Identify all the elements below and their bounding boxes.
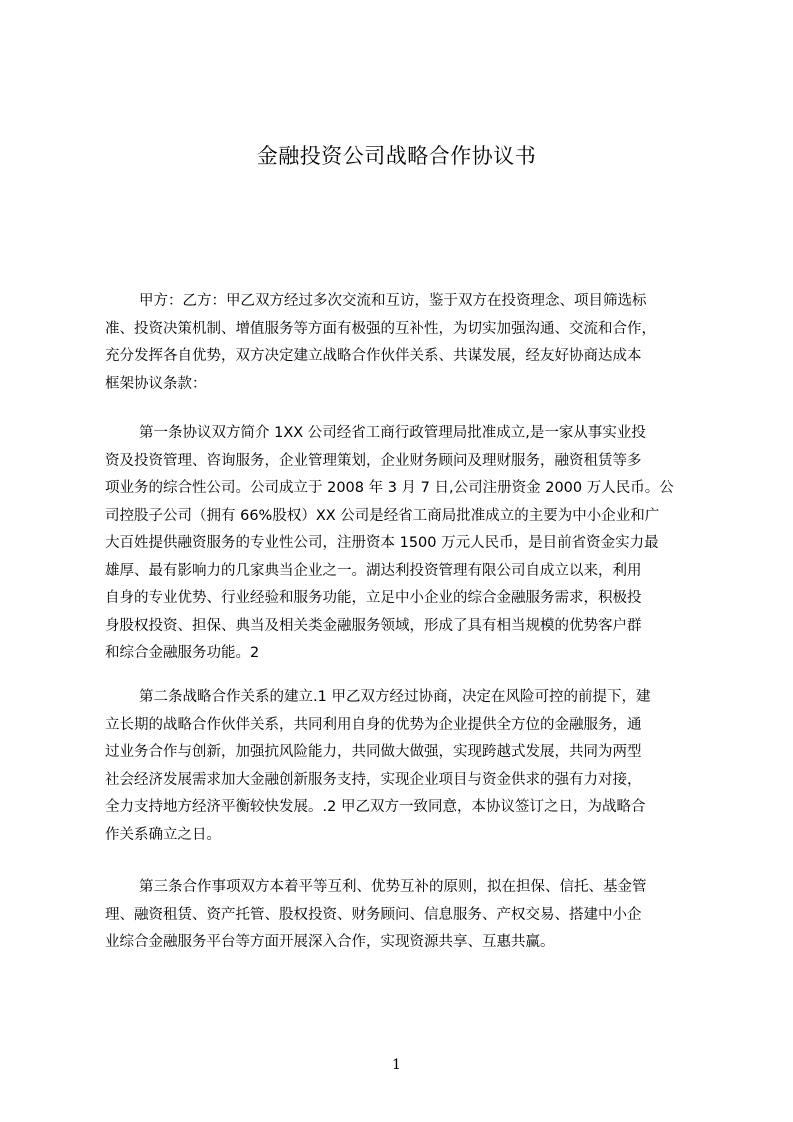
- paragraph-line: 雄厚、最有影响力的几家典当企业之一。湖达利投资管理有限公司自成立以来，利用: [105, 562, 642, 579]
- paragraph-line: 全力支持地方经济平衡较快发展。.2 甲乙双方一致同意，本协议签订之日，为战略合: [105, 799, 646, 815]
- paragraph-line: 准、投资决策机制、增值服务等方面有极强的互补性，为切实加强沟通、交流和合作，: [105, 320, 656, 337]
- paragraph-article-1: [105, 420, 701, 668]
- paragraph-line: 大百姓提供融资服务的专业性公司，注册资本 1500 万元人民币，是目前省资金实力最: [105, 535, 659, 551]
- paragraph-line: 甲方：乙方：甲乙双方经过多次交流和互访，鉴于双方在投资理念、项目筛选标: [139, 293, 647, 309]
- paragraph-line: 司控股子公司（拥有 66%股权）XX 公司是经省工商局批准成立的主要为中小企业和广: [105, 507, 660, 524]
- paragraph-article-2: [105, 684, 701, 849]
- page-number: 1: [392, 1057, 401, 1073]
- paragraph-line: 充分发挥各自优势，双方决定建立战略合作伙伴关系、共谋发展，经友好协商达成本: [105, 348, 642, 364]
- paragraph-line: 社会经济发展需求加大金融创新服务支持，实现企业项目与资金供求的强有力对接，: [105, 771, 642, 788]
- paragraph-line: 第二条战略合作关系的建立.1 甲乙双方经过协商，决定在风险可控的前提下，建: [139, 689, 651, 705]
- paragraph-line: 理、融资租赁、资产托管、股权投资、财务顾问、信息服务、产权交易、搭建中小企: [105, 906, 642, 923]
- paragraph-line: 项业务的综合性公司。公司成立于 2008 年 3 月 7 日,公司注册资金 2000 万人民币。公: [105, 480, 674, 496]
- paragraph-line: 业综合金融服务平台等方面开展深入合作，实现资源共享、互惠共赢。: [105, 934, 555, 950]
- paragraph-line: 第三条合作事项双方本着平等互利、优势互补的原则，拟在担保、信托、基金管: [139, 879, 647, 895]
- paragraph-preamble: [105, 288, 701, 398]
- paragraph-line: 身股权投资、担保、典当及相关类金融服务领域，形成了具有相当规模的优势客户群: [105, 617, 642, 634]
- paragraph-line: 过业务合作与创新，加强抗风险能力，共同做大做强，实现跨越式发展，共同为两型: [105, 744, 642, 760]
- paragraph-article-3: [105, 874, 701, 957]
- paragraph-line: 框架协议条款：: [105, 375, 207, 392]
- paragraph-line: 作关系确立之日。: [105, 826, 221, 843]
- document-title: 金融投资公司战略合作协议书: [256, 144, 537, 168]
- paragraph-line: 立长期的战略合作伙伴关系，共同利用自身的优势为企业提供全方位的金融服务，通: [105, 716, 642, 733]
- paragraph-line: 第一条协议双方简介 1XX 公司经省工商行政管理局批准成立,是一家从事实业投: [139, 425, 646, 441]
- paragraph-line: 资及投资管理、咨询服务，企业管理策划，企业财务顾问及理财服务，融资租赁等多: [105, 452, 642, 469]
- paragraph-line: 自身的专业优势、行业经验和服务功能，立足中小企业的综合金融服务需求，积极投: [105, 590, 642, 606]
- paragraph-line: 和综合金融服务功能。2: [105, 645, 260, 661]
